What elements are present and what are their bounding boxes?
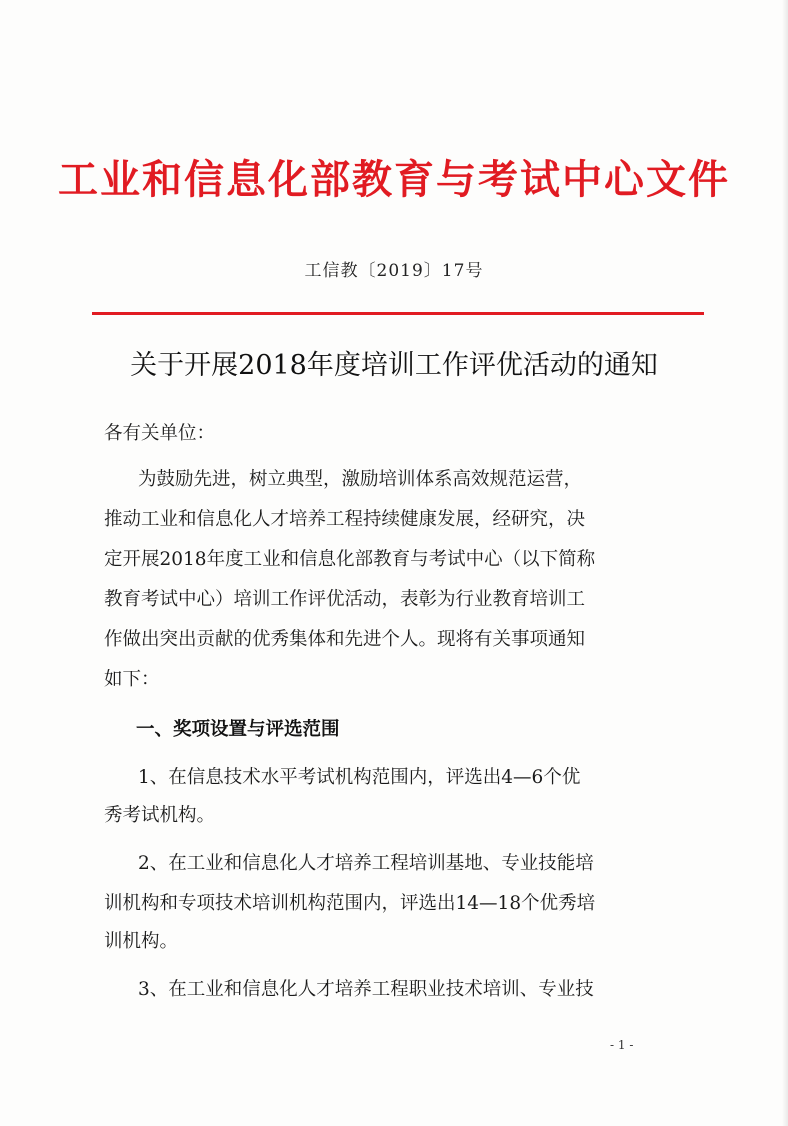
page-number: - 1 - — [610, 1038, 634, 1052]
salutation: 各有关单位： — [104, 423, 216, 444]
notice-title: 关于开展2018年度培训工作评优活动的通知 — [130, 350, 658, 381]
org-header-title: 工业和信息化部教育与考试中心文件 — [58, 156, 730, 203]
item-line: 训机构。 — [104, 931, 179, 952]
paragraph-line: 教育考试中心）培训工作评优活动，表彰为行业教育培训工 — [104, 589, 586, 610]
paragraph-line: 作做出突出贡献的优秀集体和先进个人。现将有关事项通知 — [104, 629, 586, 650]
scan-shadow-edge — [782, 0, 788, 1126]
paragraph-line: 推动工业和信息化人才培养工程持续健康发展，经研究，决 — [104, 509, 586, 530]
item-line: 1、在信息技术水平考试机构范围内，评选出4—6个优 — [138, 767, 581, 788]
paragraph-line: 如下： — [104, 669, 160, 690]
document-number: 工信教〔2019〕17号 — [304, 261, 484, 281]
item-line: 秀考试机构。 — [104, 805, 216, 826]
item-line: 3、在工业和信息化人才培养工程职业技术培训、专业技 — [138, 979, 594, 1000]
item-line: 2、在工业和信息化人才培养工程培训基地、专业技能培 — [138, 853, 594, 874]
paragraph-line: 为鼓励先进，树立典型，激励培训体系高效规范运营， — [138, 469, 583, 490]
section-heading: 一、奖项设置与评选范围 — [136, 719, 340, 740]
item-line: 训机构和专项技术培训机构范围内，评选出14—18个优秀培 — [104, 893, 596, 914]
paragraph-line: 定开展2018年度工业和信息化部教育与考试中心（以下简称 — [104, 549, 596, 570]
red-divider-line — [92, 312, 704, 315]
